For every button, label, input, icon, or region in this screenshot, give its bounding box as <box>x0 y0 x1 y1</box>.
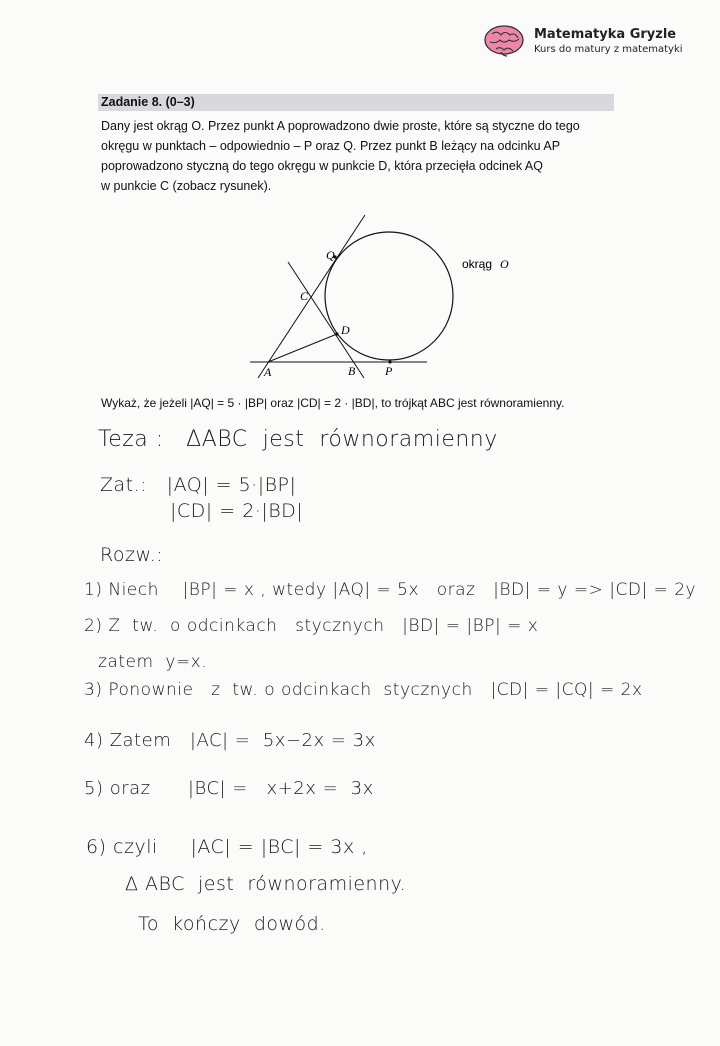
geometry-figure <box>240 200 540 380</box>
task-line: Dany jest okrąg O. Przez punkt A poprowadzono dwie proste, które są styczne do tego <box>101 119 580 133</box>
thesis: Teza : ΔABC jest równoramienny <box>98 427 498 452</box>
task-line: okręgu w punktach – odpowiednio – P oraz Q. Przez punkt B leżący na odcinku AP <box>101 139 561 153</box>
step-2-conclusion: zatem y=x. <box>98 652 208 672</box>
tangent-line-bc <box>288 262 364 378</box>
task-header: Zadanie 8. (0–3) <box>98 94 614 111</box>
circle-name: O <box>500 257 509 271</box>
step-6-conclusion: Δ ABC jest równoramienny. <box>125 873 407 895</box>
solution-heading: Rozw.: <box>100 544 164 566</box>
logo-title: Matematyka Gryzle <box>534 27 677 42</box>
task-question: Wykaż, że jeżeli |AQ| = 5 · |BP| oraz |CD| = 2 · |BD|, to trójkąt ABC jest równoramienny. <box>101 396 565 410</box>
label-a: A <box>264 365 272 379</box>
task-line: w punkcie C (zobacz rysunek). <box>101 179 272 193</box>
label-d: D <box>341 323 350 337</box>
step-6: 6) czyli |AC| = |BC| = 3x , <box>86 836 368 858</box>
step-4: 4) Zatem |AC| = 5x−2x = 3x <box>84 730 376 751</box>
proof-end: To kończy dowód. <box>138 913 326 935</box>
segment-ad <box>268 334 337 362</box>
assumption-1: Zat.: |AQ| = 5·|BP| <box>100 474 297 496</box>
task-statement <box>101 116 621 196</box>
label-p: P <box>385 364 393 378</box>
step-2: 2) Z tw. o odcinkach stycznych |BD| = |BP| = x <box>84 616 539 636</box>
brain-icon <box>484 24 524 58</box>
circle-label: okrąg <box>462 257 493 271</box>
logo <box>484 24 683 58</box>
circle-o <box>325 232 453 360</box>
step-3: 3) Ponownie z tw. o odcinkach stycznych |CD| = |CQ| = 2x <box>84 680 643 700</box>
task-line: poprowadzono styczną do tego okręgu w punkcie D, która przecięła odcinek AQ <box>101 159 543 173</box>
step-1: 1) Niech |BP| = x , wtedy |AQ| = 5x oraz |BD| = y => |CD| = 2y <box>84 580 697 600</box>
logo-subtitle: Kurs do matury z matematyki <box>534 44 683 55</box>
assumption-2: |CD| = 2·|BD| <box>170 500 304 522</box>
label-q: Q <box>326 248 335 262</box>
label-c: C <box>300 289 309 303</box>
step-5: 5) oraz |BC| = x+2x = 3x <box>84 778 374 799</box>
label-b: B <box>348 364 356 378</box>
tangent-line-aq <box>258 215 365 378</box>
